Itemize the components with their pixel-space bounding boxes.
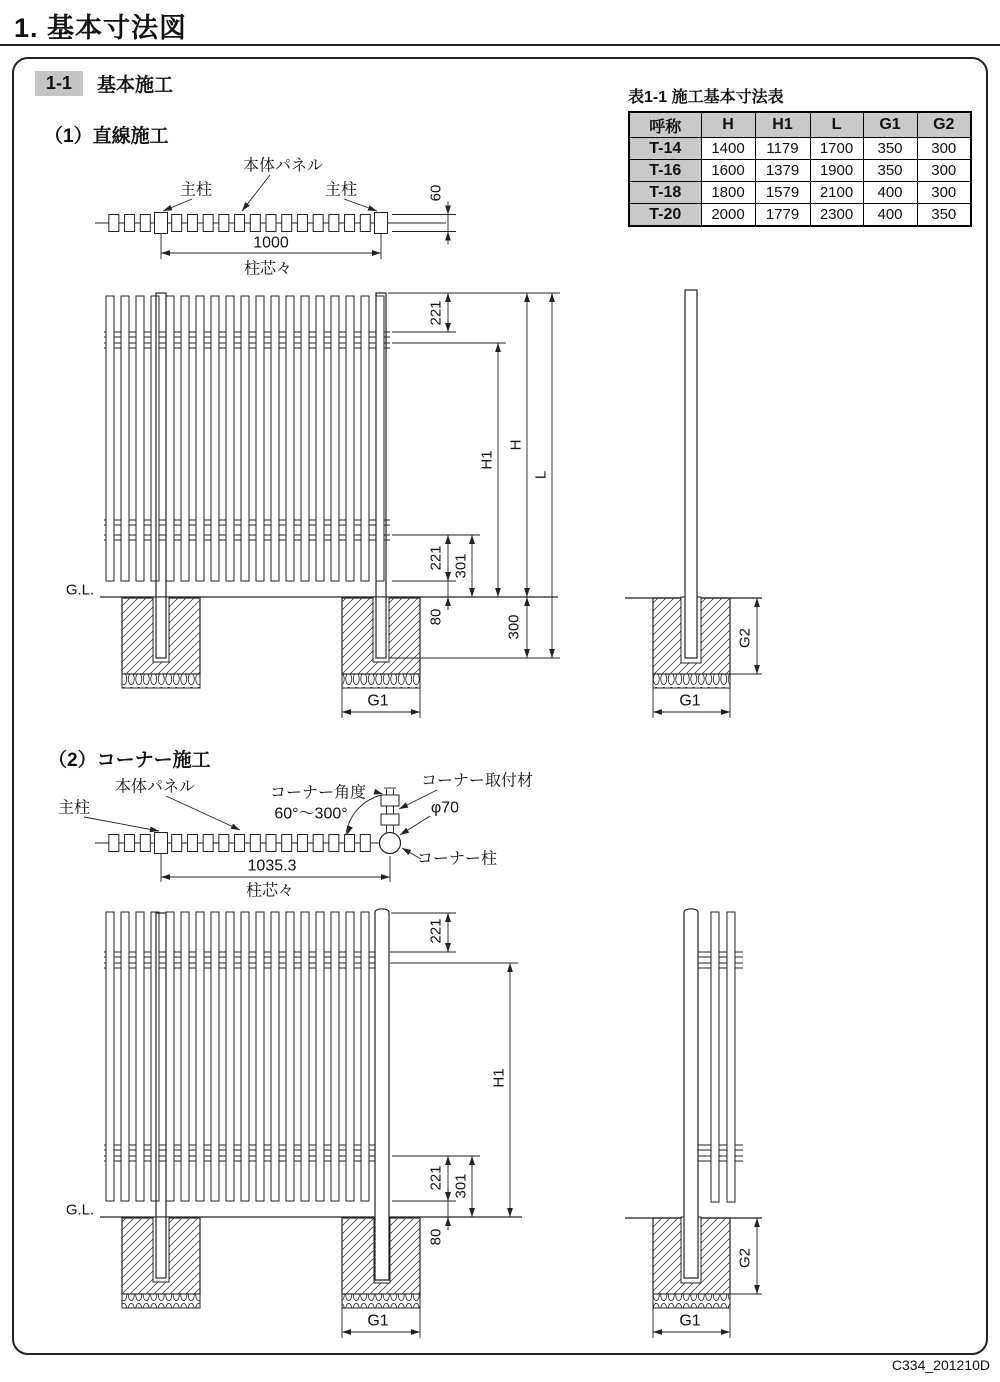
cell-value: 1600 xyxy=(701,160,755,182)
dim-label: G2 xyxy=(736,1247,754,1269)
table-title: 表1-1 施工基本寸法表 xyxy=(628,89,784,106)
dim-label: L xyxy=(532,470,550,480)
cell-value: 1579 xyxy=(755,182,810,204)
cell-value: 1900 xyxy=(810,160,863,182)
g1-dim: G1 xyxy=(679,1312,701,1330)
section-badge: 1-1 xyxy=(35,71,83,96)
dim-label: 301 xyxy=(452,553,470,579)
cell-value: 300 xyxy=(917,160,971,182)
post-label: 主柱 xyxy=(57,799,91,817)
cell-value: 300 xyxy=(917,138,971,160)
table-header-3: L xyxy=(810,112,863,138)
dim-label: H1 xyxy=(478,450,496,470)
panel-label: 本体パネル xyxy=(114,778,196,796)
dim-label: 80 xyxy=(427,608,445,626)
gl-label: G.L. xyxy=(65,1201,95,1219)
table-header-5: G2 xyxy=(917,112,971,138)
dim-label: 221 xyxy=(427,1165,445,1191)
row-label: T-16 xyxy=(629,160,701,182)
cell-value: 1700 xyxy=(810,138,863,160)
dim-label: 60 xyxy=(427,184,445,202)
dim-label: H xyxy=(507,439,525,451)
corner-plan-view xyxy=(58,772,533,900)
gl-label: G.L. xyxy=(65,581,95,599)
cell-value: 1779 xyxy=(755,204,810,227)
diameter-dim: φ70 xyxy=(430,799,460,817)
cell-value: 2000 xyxy=(701,204,755,227)
post-label: 主柱 xyxy=(324,181,358,199)
dim-label: 221 xyxy=(427,918,445,944)
corner-bracket-label: コーナー取付材 xyxy=(420,772,534,790)
cell-value: 400 xyxy=(863,204,917,227)
page-title: 1. 基本寸法図 xyxy=(14,13,188,43)
corner-elevation-view xyxy=(66,909,522,1338)
g1-dim: G1 xyxy=(367,1312,389,1330)
row-label: T-20 xyxy=(629,204,701,227)
cell-value: 2300 xyxy=(810,204,863,227)
span-dim: 1035.3 xyxy=(247,857,297,875)
corner-install-title: （2）コーナー施工 xyxy=(48,750,211,771)
cell-value: 1400 xyxy=(701,138,755,160)
corner-angle-label: コーナー角度 xyxy=(269,784,367,802)
dim-label: G2 xyxy=(736,627,754,649)
straight-plan-view xyxy=(95,157,456,278)
corner-angle-range: 60°～300° xyxy=(274,805,348,823)
corner-side-view xyxy=(625,909,762,1338)
cell-value: 350 xyxy=(917,204,971,227)
cell-value: 1800 xyxy=(701,182,755,204)
corner-post-label: コーナー柱 xyxy=(416,850,498,868)
section-title: 基本施工 xyxy=(97,75,174,96)
table-header-2: H1 xyxy=(755,112,810,138)
row-label: T-18 xyxy=(629,182,701,204)
straight-install-title: （1）直線施工 xyxy=(44,126,169,147)
span-note: 柱芯々 xyxy=(243,260,293,278)
span-note: 柱芯々 xyxy=(245,882,295,900)
cell-value: 350 xyxy=(863,138,917,160)
table-header-0: 呼称 xyxy=(629,112,701,138)
cell-value: 400 xyxy=(863,182,917,204)
document-code: C334_201210D xyxy=(891,1357,990,1373)
table-header-1: H xyxy=(701,112,755,138)
span-dim: 1000 xyxy=(253,234,289,252)
dim-label: 221 xyxy=(427,545,445,571)
dim-label: 80 xyxy=(427,1228,445,1246)
table-header-4: G1 xyxy=(863,112,917,138)
dim-label: H1 xyxy=(490,1068,508,1088)
cell-value: 1179 xyxy=(755,138,810,160)
cell-value: 2100 xyxy=(810,182,863,204)
cell-value: 300 xyxy=(917,182,971,204)
cell-value: 1379 xyxy=(755,160,810,182)
dim-label: 221 xyxy=(427,300,445,326)
dim-label: 301 xyxy=(452,1173,470,1199)
post-label: 主柱 xyxy=(179,181,213,199)
g1-dim: G1 xyxy=(367,692,389,710)
row-label: T-14 xyxy=(629,138,701,160)
straight-side-view xyxy=(625,290,762,718)
cell-value: 350 xyxy=(863,160,917,182)
straight-elevation-view xyxy=(66,293,560,718)
panel-label: 本体パネル xyxy=(242,157,324,175)
dim-label: 300 xyxy=(505,614,523,640)
g1-dim: G1 xyxy=(679,692,701,710)
